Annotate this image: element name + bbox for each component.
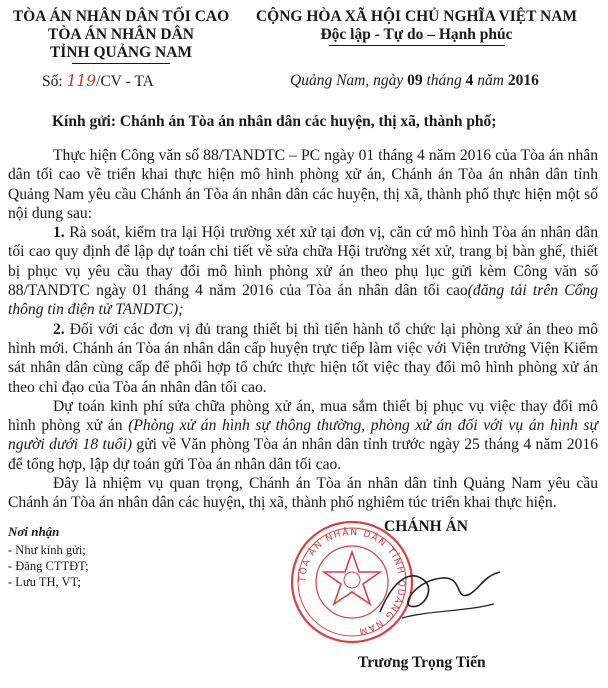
date-year: 2016 [507, 72, 539, 89]
date-place: Quảng Nam, ngày [290, 72, 404, 89]
issuer-court: TÒA ÁN NHÂN DÂN [48, 26, 194, 43]
item-2-text: Đối với các đơn vị đủ trang thiết bị thì tiến hành tổ chức lại phòng xử án theo mô hình mới. Chánh án Tòa án nhân dân cấp huyện trực tiếp làm việc với Viện trưởng Viện Kiểm sát nhân dân cùng cấp để phối hợp tổ chức thực hiện tốt việc thay đổi mô hình phòng xử án theo chỉ đạo của Tòa án nhân dân tối cao. [8, 320, 598, 396]
signer-name: Trương Trọng Tiến [358, 654, 486, 671]
date-line [290, 72, 539, 90]
item-1-text: Rà soát, kiểm tra lại Hội trường xét xử tại đơn vị, căn cứ mô hình Tòa án nhân dân tối cao quy định để lập dự toán chi tiết về sửa chữa Hội trường xét xử, trang bị bàn ghế, thiết bị phục vụ yêu cầu thay đổi mô hình phòng xử án theo phụ lục gửi kèm Công văn số 88/TANDTC ngày 01 tháng 4 năm 2016 của Tòa án nhân dân tối cao [8, 224, 598, 300]
doc-number-suffix: /CV - TA [96, 73, 154, 90]
item-2 [8, 320, 598, 397]
seal-text: TÒA ÁN NHÂN DÂN TỈNH QUẢNG NAM [297, 527, 407, 636]
doc-number-handwritten: 119 [66, 72, 97, 90]
budget-paragraph [8, 397, 598, 474]
item-2-number: 2. [53, 320, 65, 338]
signer-title: CHÁNH ÁN [384, 518, 468, 535]
addressee: Kính gửi: Chánh án Tòa án nhân dân các huyện, thị xã, thành phố; [52, 113, 497, 130]
issuer-province: TỈNH QUẢNG NAM [49, 44, 193, 61]
national-motto: Độc lập - Tự do – Hạnh phúc [320, 26, 513, 43]
national-heading [244, 8, 589, 44]
date-day: 09 [407, 72, 423, 89]
issuer-block [8, 8, 234, 62]
item-1 [8, 223, 598, 319]
intro-paragraph: Thực hiện Công văn số 88/TANDTC – PC ngày 01 tháng 4 năm 2016 của Tòa án nhân dân tối cao về triển khai thực hiện mô hình phòng xử án, Chánh án Tòa án nhân dân tỉnh Quảng Nam yêu cầu Chánh án Tòa án nhân dân các huyện, thị xã, thành phố thực hiện một số nội dung sau: [8, 147, 598, 222]
date-month-label: tháng [426, 72, 462, 89]
doc-number-prefix: Số: [42, 73, 63, 90]
item-1-note: (đăng tải trên Cổng thông tin điện tử TANDTC); [8, 282, 598, 319]
recipient-item: - Đăng CTTĐT; [8, 559, 89, 573]
recipients-block [8, 524, 89, 590]
closing-paragraph: Đây là nhiệm vụ quan trọng, Chánh án Tòa án nhân dân tỉnh Quảng Nam yêu cầu Chánh án Tòa án nhân dân các huyện, thị xã, thành phố nghiêm túc triển khai thực hiện. [8, 475, 598, 512]
issuer-underline [72, 63, 170, 64]
budget-text-b: gửi về Văn phòng Tòa án nhân dân tỉnh trước ngày 25 tháng 4 năm 2016 để tổng hợp, lập dự toán gửi Tòa án nhân dân tối cao. [8, 436, 598, 473]
date-month: 4 [465, 72, 474, 89]
recipient-item: - Như kính gửi; [8, 543, 86, 557]
nation-title: CỘNG HÒA XÃ HỘI CHỦ NGHĨA VIỆT NAM [255, 8, 578, 25]
budget-note: (Phòng xử án hình sự thông thường, phòng xử án đối với vụ án hình sự người dưới 18 tuổi) [8, 417, 598, 454]
motto-underline [329, 45, 505, 46]
recipients-title: Nơi nhận [8, 524, 60, 539]
issuer-supreme-court: TÒA ÁN NHÂN DÂN TỐI CAO [12, 8, 230, 25]
handwritten-signature-icon [372, 560, 512, 630]
item-1-number: 1. [53, 224, 65, 242]
document-number [42, 72, 154, 91]
letter-body [8, 146, 598, 513]
date-year-label: năm [477, 72, 504, 89]
budget-text-a: Dự toán kinh phí sửa chữa phòng xử án, mua sắm thiết bị phục vụ việc thay đổi mô hình phòng xử án [8, 397, 598, 435]
recipient-item: - Lưu TH, VT; [8, 575, 81, 589]
